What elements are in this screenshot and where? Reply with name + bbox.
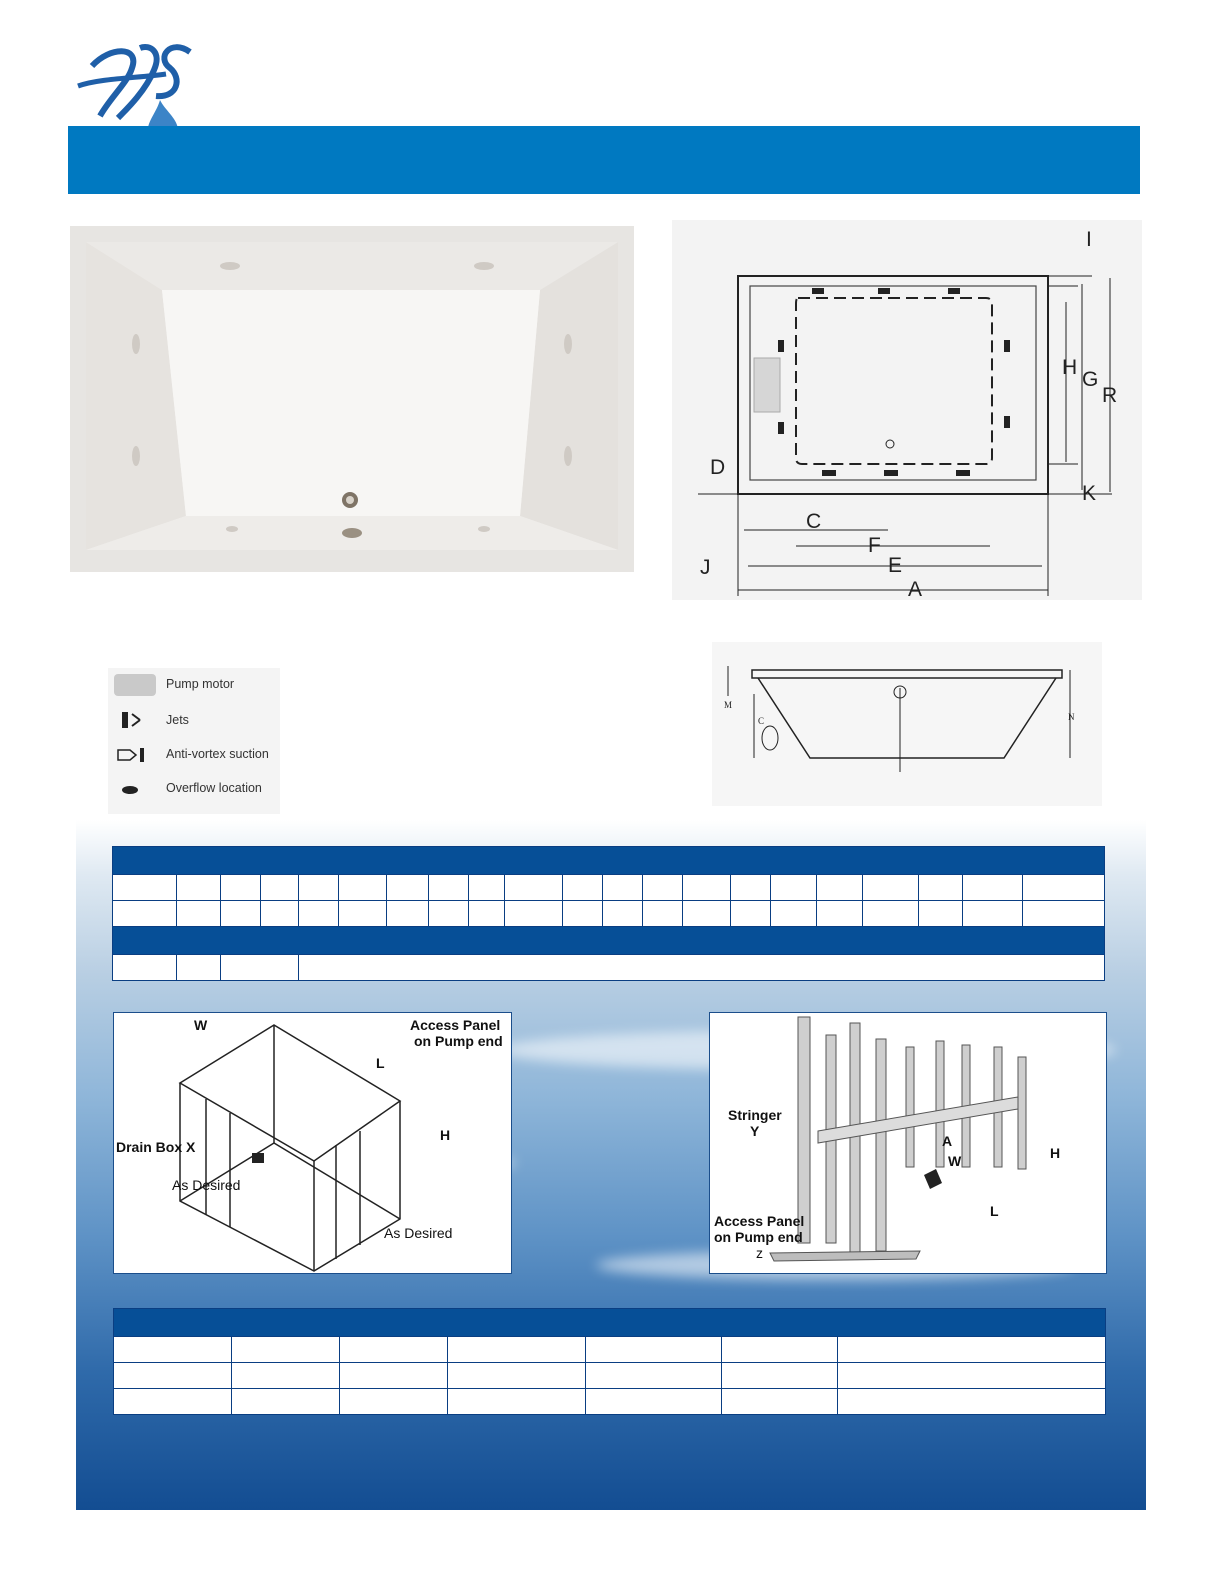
dim-e: E <box>888 554 903 577</box>
table-row <box>113 875 1105 901</box>
legend <box>108 668 280 814</box>
spec-table-sub-band <box>113 927 1105 955</box>
framing-diagram-right: Stringer Y A W H L Access Panel on Pump end z <box>709 1012 1107 1274</box>
dim-k: K <box>1082 482 1097 505</box>
legend-item: Overflow location <box>108 774 280 804</box>
header-bar <box>68 126 1140 194</box>
bottom-table-header-band <box>114 1309 1106 1337</box>
table-row <box>113 955 1105 981</box>
table-row <box>113 901 1105 927</box>
dim-h: H <box>1062 356 1078 379</box>
jet-icon <box>112 710 156 732</box>
dim-c: C <box>806 510 822 533</box>
dim-n: N <box>1068 712 1075 722</box>
legend-item: Jets <box>108 706 280 736</box>
dim-d: D <box>710 456 726 479</box>
side-view-drawing <box>712 642 1102 806</box>
bathtub-photo <box>70 226 634 572</box>
dim-i: I <box>1086 228 1092 251</box>
dim-g: G <box>1082 368 1099 391</box>
dim-f: F <box>868 534 881 557</box>
framing-diagram-left: W Access Panel on Pump end L H Drain Box X As Desired As Desired <box>113 1012 512 1274</box>
spec-table <box>112 846 1105 981</box>
table-row <box>114 1389 1106 1415</box>
bottom-table <box>113 1308 1106 1415</box>
table-row <box>114 1363 1106 1389</box>
dim-a: A <box>908 578 923 601</box>
legend-item: Anti-vortex suction <box>108 740 280 770</box>
dim-c-side: C <box>758 716 765 726</box>
table-row <box>114 1337 1106 1363</box>
pump-motor-icon <box>112 674 156 696</box>
dim-m: M <box>724 700 733 710</box>
dim-r: R <box>1102 384 1118 407</box>
dim-j: J <box>700 556 711 579</box>
legend-item: Pump motor <box>108 670 280 700</box>
plan-view-drawing <box>672 220 1142 600</box>
spec-table-header-band <box>113 847 1105 875</box>
overflow-location-icon <box>112 778 156 800</box>
anti-vortex-suction-icon <box>112 744 156 766</box>
